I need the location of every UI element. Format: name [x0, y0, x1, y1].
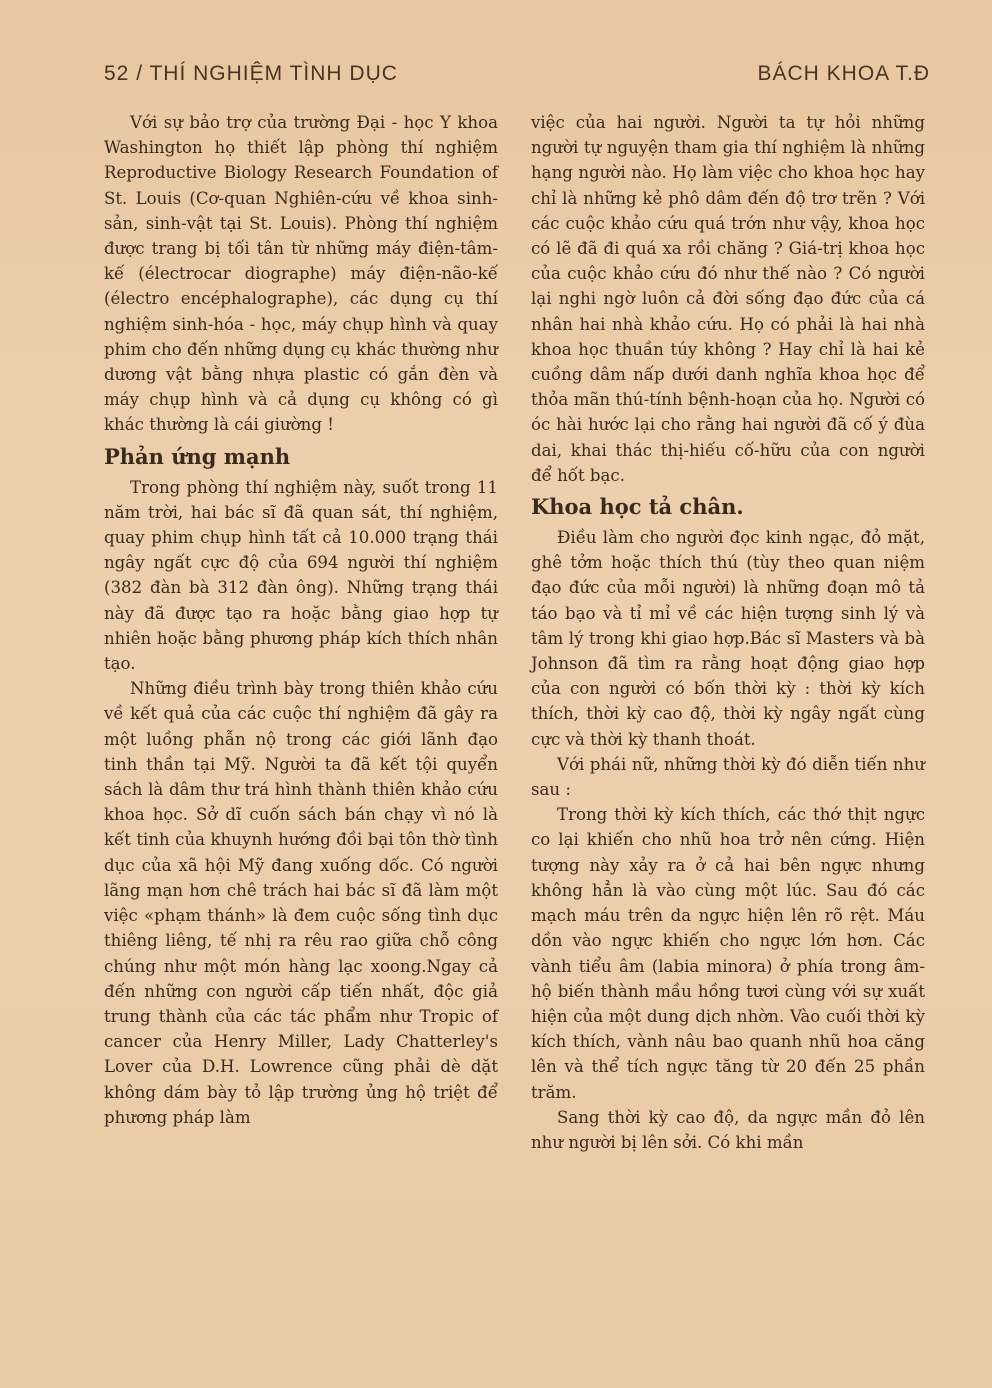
paragraph: Trong phòng thí nghiệm này, suốt trong 11 năm trời, hai bác sĩ đã quan sát, thí nghiệm, quay phim chụp hình tất cả 10.000 trạng thái ngây ngất cực độ của 694 người thí nghiệm (382 đàn bà 312 đàn ông). Những trạng thái này đã được tạo ra hoặc bằng giao hợp tự nhiên hoặc bằng phương pháp kích thích nhân tạo.: [104, 477, 498, 674]
paragraph: Với phái nữ, những thời kỳ đó diễn tiến như sau :: [531, 754, 925, 800]
section-heading: Phản ứng mạnh: [104, 443, 291, 469]
paragraph: Với sự bảo trợ của trường Đại - học Y khoa Washington họ thiết lập phòng thí nghiệm Reproductive Biology Research Foundation of St. Louis (Cơ-quan Nghiên-cứu về khoa sinh-sản, sinh-vật tại St. Louis). Phòng thí nghiệm được trang bị tối tân từ những máy điện-tâm-kế (électrocar diographe) máy điện-não-kế (électro encéphalographe), các dụng cụ thí nghiệm sinh-hóa - học, máy chụp hình và quay phim cho đến những dụng cụ khác thường như dương vật bằng nhựa plastic có gắn đèn và máy chụp hình và cả dụng cụ không có gì khác thường là cái giường !: [104, 113, 498, 435]
paragraph: việc của hai người. Người ta tự hỏi những người tự nguyện tham gia thí nghiệm là những hạng người nào. Họ làm việc cho khoa học hay chỉ là những kẻ phô dâm đến độ trơ trẽn ? Với các cuộc khảo cứu quá trớn như vậy, khoa học có lẽ đã đi quá xa rồi chăng ? Giá-trị khoa học của cuộc khảo cứu đó như thế nào ? Có người lại nghi ngờ luôn cả đời sống đạo đức của cá nhân hai nhà khảo cứu. Họ có phải là hai nhà khoa học thuần túy không ? Hay chỉ là hai kẻ cuồng dâm nấp dưới danh nghĩa khoa học để thỏa mãn thú-tính bệnh-hoạn của họ. Người có óc hài hước lại cho rằng hai người đã cố ý đùa dai, khai thác thị-hiếu cố-hữu của con người để hốt bạc.: [531, 113, 925, 485]
paragraph: Điều làm cho người đọc kinh ngạc, đỏ mặt, ghê tởm hoặc thích thú (tùy theo quan niệm đạo đức của mỗi người) là những đoạn mô tả táo bạo và tỉ mỉ về các hiện tượng sinh lý và tâm lý trong khi giao hợp.Bác sĩ Masters và bà Johnson đã tìm ra rằng hoạt động giao hợp của con người có bốn thời kỳ : thời kỳ kích thích, thời kỳ cao độ, thời kỳ ngây ngất cùng cực và thời kỳ thanh thoát.: [531, 528, 925, 749]
left-column: [104, 110, 498, 1130]
publication-name: BÁCH KHOA T.Đ: [757, 62, 930, 85]
right-column: [531, 110, 925, 1155]
paragraph: Trong thời kỳ kích thích, các thớ thịt ngực co lại khiến cho nhũ hoa trở nên cứng. Hiện tượng này xảy ra ở cả hai bên ngực nhưng không hẳn là vào cùng một lúc. Sau đó các mạch máu trên da ngực hiện lên rõ rệt. Máu dồn vào ngực khiến cho ngực lớn hơn. Các vành tiểu âm (labia minora) ở phía trong âm-hộ biến thành mầu hồng tươi cùng với sự xuất hiện của một dung dịch nhờn. Vào cuối thời kỳ kích thích, vành nâu bao quanh nhũ hoa căng lên và thể tích ngực tăng từ 20 đến 25 phần trăm.: [531, 805, 925, 1102]
running-header: [104, 62, 930, 92]
paragraph: Những điều trình bày trong thiên khảo cứu về kết quả của các cuộc thí nghiệm đã gây ra một luồng phẫn nộ trong các giới lãnh đạo tinh thần tại Mỹ. Người ta đã kết tội quyển sách là dâm thư trá hình thành thiên khảo cứu khoa học. Sở dĩ cuốn sách bán chạy vì nó là kết tinh của khuynh hướng đồi bại tôn thờ tình dục của xã hội Mỹ đang xuống dốc. Có người lãng mạn hơn chê trách hai bác sĩ đã làm một việc «phạm thánh» là đem cuộc sống tình dục thiêng liêng, tế nhị ra rêu rao giữa chỗ công chúng như một món hàng lạc xoong.Ngay cả đến những con người cấp tiến nhất, độc giả trung thành của các tác phẩm như Tropic of cancer của Henry Miller, Lady Chatterley's Lover của D.H. Lowrence cũng phải dè dặt không dám bày tỏ lập trường ủng hộ triệt để phương pháp làm: [104, 679, 498, 1127]
page-number-and-title: 52 / THÍ NGHIỆM TÌNH DỤC: [104, 62, 398, 85]
paragraph: Sang thời kỳ cao độ, da ngực mần đỏ lên như người bị lên sởi. Có khi mần: [531, 1107, 925, 1152]
section-heading: Khoa học tả chân.: [531, 494, 744, 520]
